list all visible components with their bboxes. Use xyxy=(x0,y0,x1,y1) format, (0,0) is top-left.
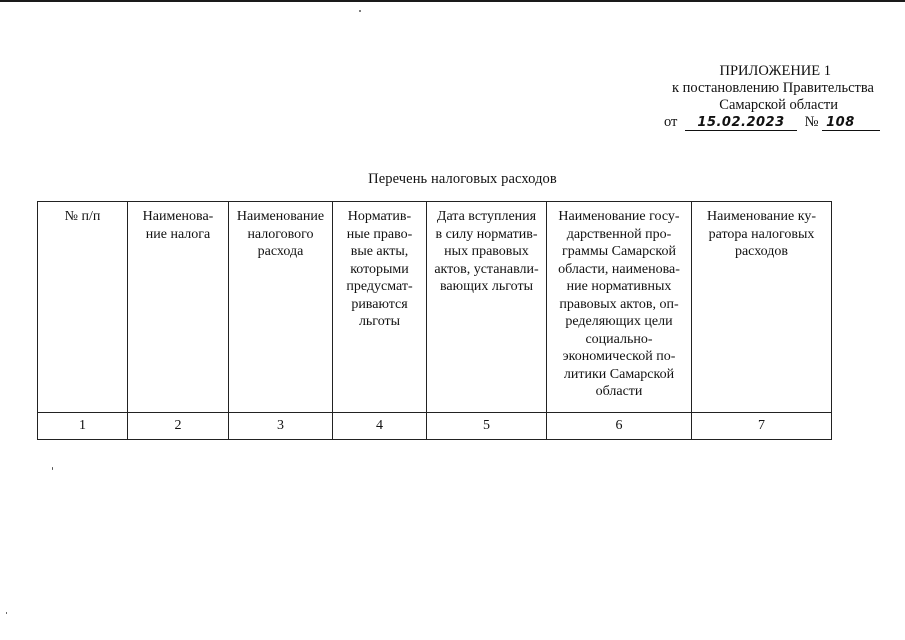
scan-speck xyxy=(359,10,361,12)
appendix-region-line: Самарской области xyxy=(719,97,838,113)
handwritten-date: 15.02.2023 xyxy=(685,116,797,131)
appendix-title: ПРИЛОЖЕНИЕ 1 xyxy=(719,63,831,79)
column-number-cell: 5 xyxy=(427,413,547,440)
column-number-cell: 6 xyxy=(547,413,692,440)
column-number-cell: 1 xyxy=(38,413,128,440)
header-cell-curator: Наименование ку- ратора налоговых расходов xyxy=(692,202,832,413)
header-cell-expenditure-name: Наименование налогового расхода xyxy=(229,202,333,413)
column-number-cell: 4 xyxy=(333,413,427,440)
handwritten-number: 108 xyxy=(822,116,880,131)
header-cell-legal-acts: Норматив- ные право- вые акты, которыми предусмат- риваются льготы xyxy=(333,202,427,413)
header-cell-tax-name: Наименова- ние налога xyxy=(128,202,229,413)
from-label: от xyxy=(664,114,678,130)
scan-speck xyxy=(52,467,53,470)
table-column-number-row xyxy=(38,413,832,440)
column-number-cell: 3 xyxy=(229,413,333,440)
column-number-cell: 7 xyxy=(692,413,832,440)
appendix-header xyxy=(600,63,880,131)
appendix-date-number xyxy=(600,114,880,131)
header-cell-number: № п/п xyxy=(38,202,128,413)
number-label: № xyxy=(804,114,819,130)
scan-speck xyxy=(6,612,7,614)
tax-expenditures-table xyxy=(37,201,832,440)
column-number-cell: 2 xyxy=(128,413,229,440)
appendix-resolution-line: к постановлению Правительства xyxy=(672,80,874,96)
header-cell-state-program: Наименование госу- дарственной про- граммы Самарской области, наименова- ние нормативных правовых актов, оп- ределяющих цели социально- экономической по- литики Самарской области xyxy=(547,202,692,413)
header-cell-effective-date: Дата вступления в силу норматив- ных правовых актов, устанавли- вающих льготы xyxy=(427,202,547,413)
document-title xyxy=(0,171,905,188)
page-top-border xyxy=(0,0,905,2)
document-title-text: Перечень налоговых расходов xyxy=(368,171,557,187)
table-header-row xyxy=(38,202,832,413)
